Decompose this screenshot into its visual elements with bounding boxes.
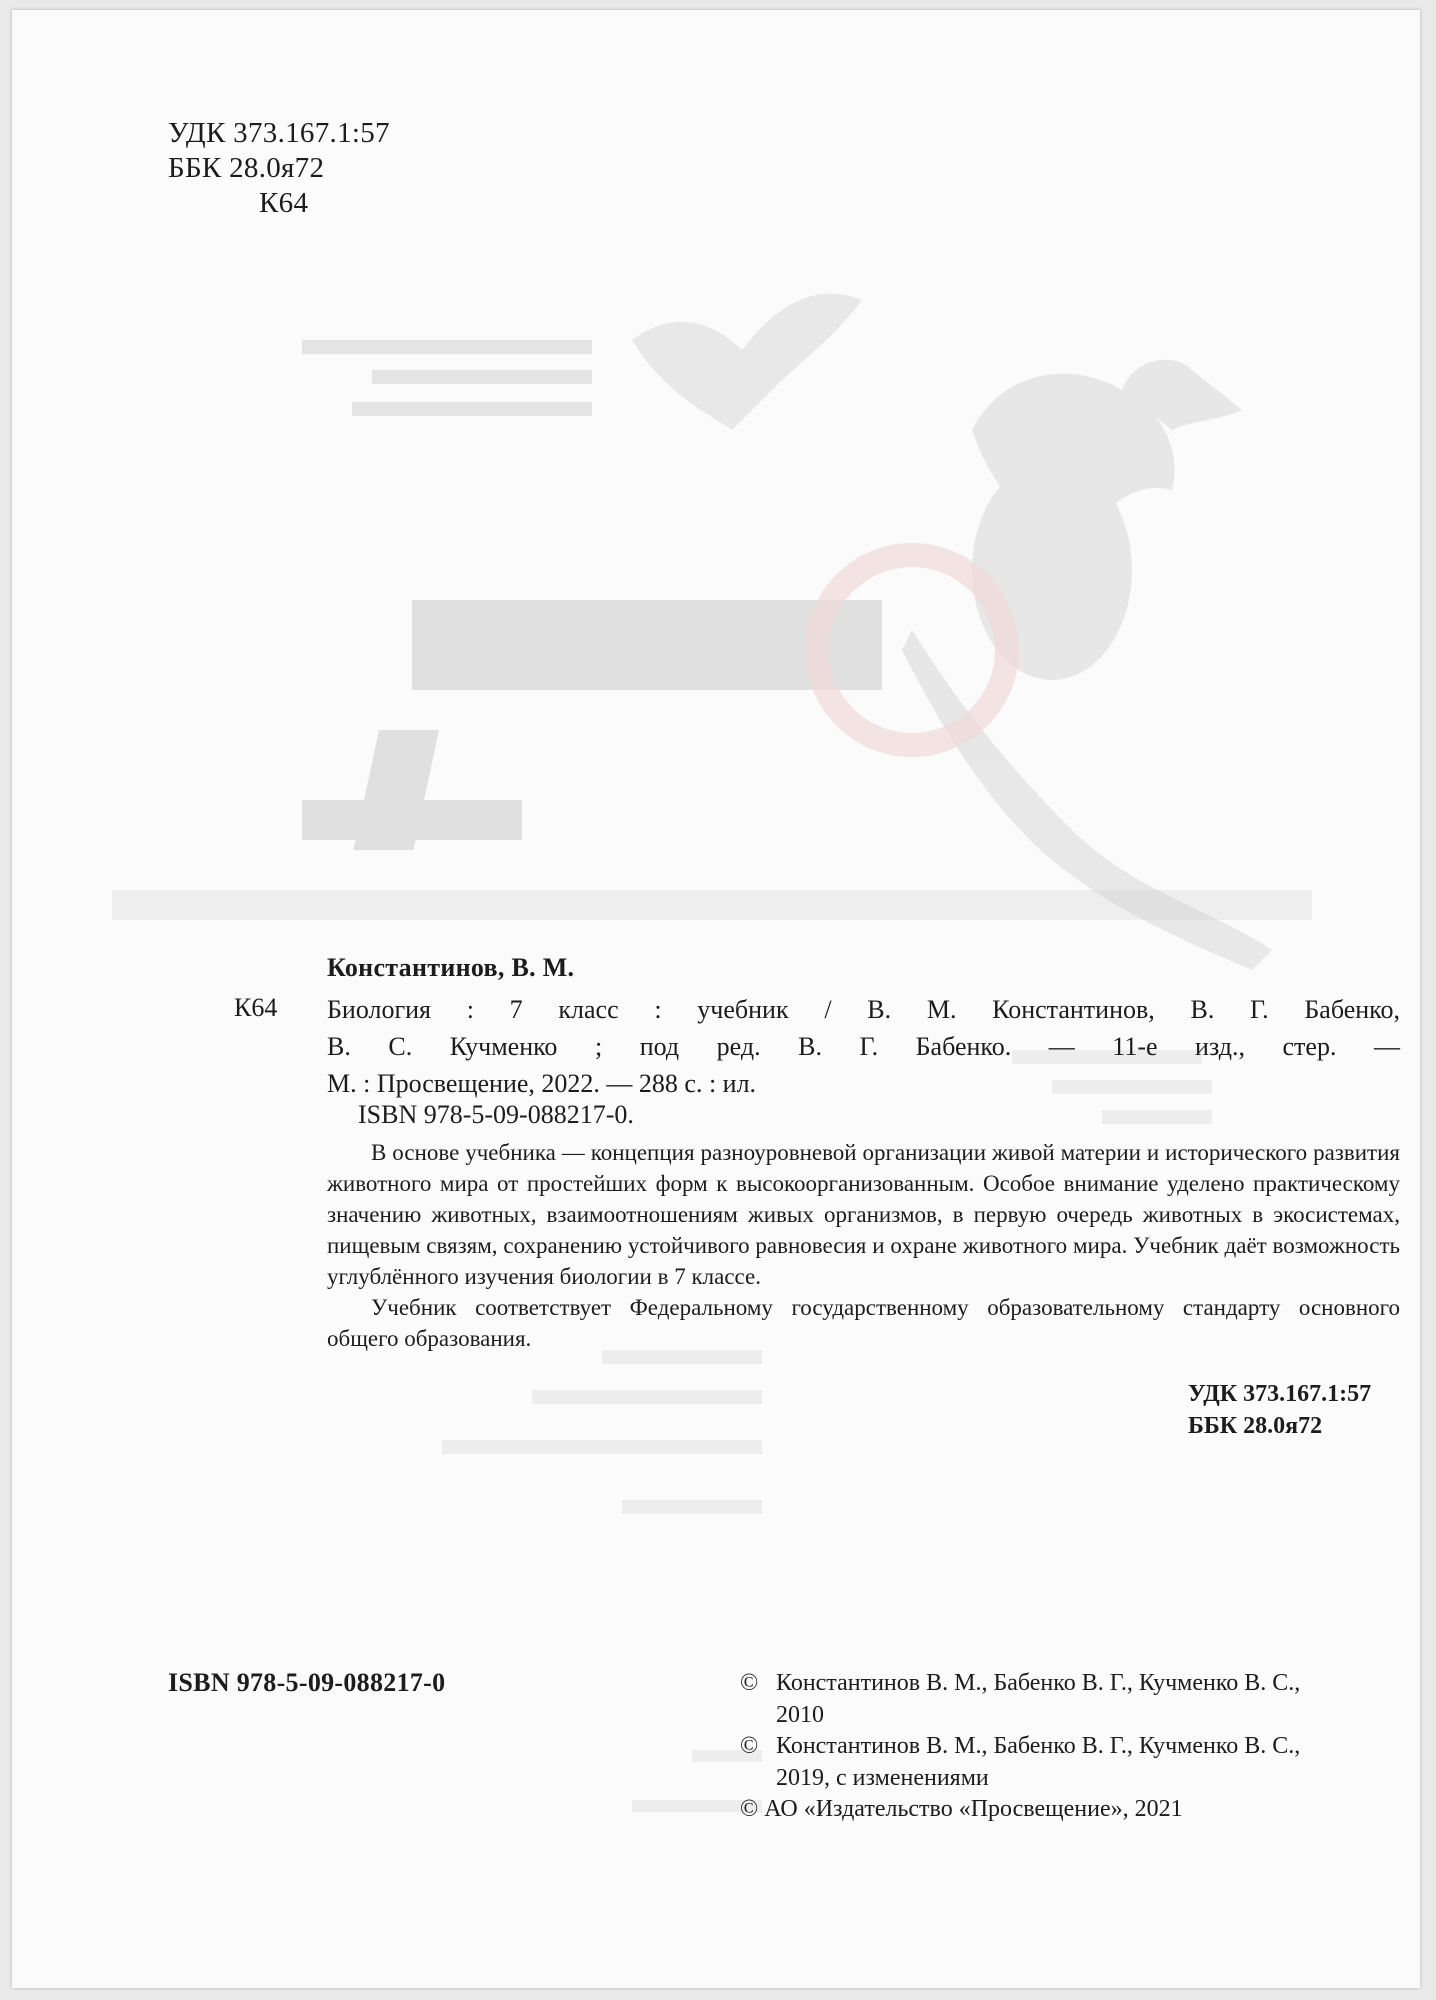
author-heading: Константинов, В. М. [327, 953, 575, 982]
copyright-icon: © [740, 1733, 759, 1759]
isbn-footer: ISBN 978-5-09-088217-0 [168, 1668, 446, 1697]
copyright-icon: © [740, 1670, 759, 1696]
author-mark: К64 [259, 187, 309, 219]
description-line: Биология : 7 класс : учебник / В. М. Константинов, В. Г. Бабенко, [327, 995, 1400, 1024]
annotation-paragraph: Учебник соответствует Федеральному государственному образовательному стандарту основного общего образования. [327, 1295, 1400, 1351]
bibliographic-description [327, 991, 1400, 1102]
copyright-line: Константинов В. М., Бабенко В. Г., Кучменко В. С., [776, 1733, 1301, 1759]
copyright-notice [740, 1668, 1410, 1731]
copyright-line: © АО «Издательство «Просвещение», 2021 [740, 1796, 1183, 1822]
imprint-page [12, 10, 1420, 1988]
copyright-block [740, 1668, 1410, 1826]
udk-code: УДК 373.167.1:57 [168, 117, 390, 149]
bbk-code: ББК 28.0я72 [1188, 1413, 1323, 1439]
description-line: В. С. Кучменко ; под ред. В. Г. Бабенко. — 11-е изд., стер. — [327, 1032, 1400, 1061]
description-line: М. : Просвещение, 2022. — 288 с. : ил. [327, 1069, 757, 1098]
copyright-line: 2010 [776, 1701, 824, 1728]
copyright-notice [740, 1794, 1410, 1826]
copyright-line: 2019, с изменениями [776, 1764, 989, 1791]
isbn-entry: ISBN 978-5-09-088217-0. [358, 1100, 634, 1129]
annotation-paragraph: В основе учебника — концепция разноуровневой организации живой материи и исторического развития животного мира от простейших форм к высокоорганизованным. Особое внимание уделено практическому значению животных, взаимоотношениям живых организмов, в первую очередь животных в экосистемах, пищевым связям, сохранению устойчивого равновесия и охране животного мира. Учебник даёт возможность углублённого изучения биологии в 7 классе. [327, 1140, 1400, 1289]
udk-code: УДК 373.167.1:57 [1188, 1381, 1372, 1407]
classification-codes-entry [1188, 1378, 1371, 1442]
copyright-line: Константинов В. М., Бабенко В. Г., Кучменко В. С., [776, 1670, 1301, 1696]
author-mark-entry: К64 [234, 993, 278, 1022]
classification-codes-header [168, 116, 390, 221]
annotation [327, 1137, 1400, 1354]
copyright-notice [740, 1731, 1410, 1794]
bbk-code: ББК 28.0я72 [168, 152, 325, 184]
